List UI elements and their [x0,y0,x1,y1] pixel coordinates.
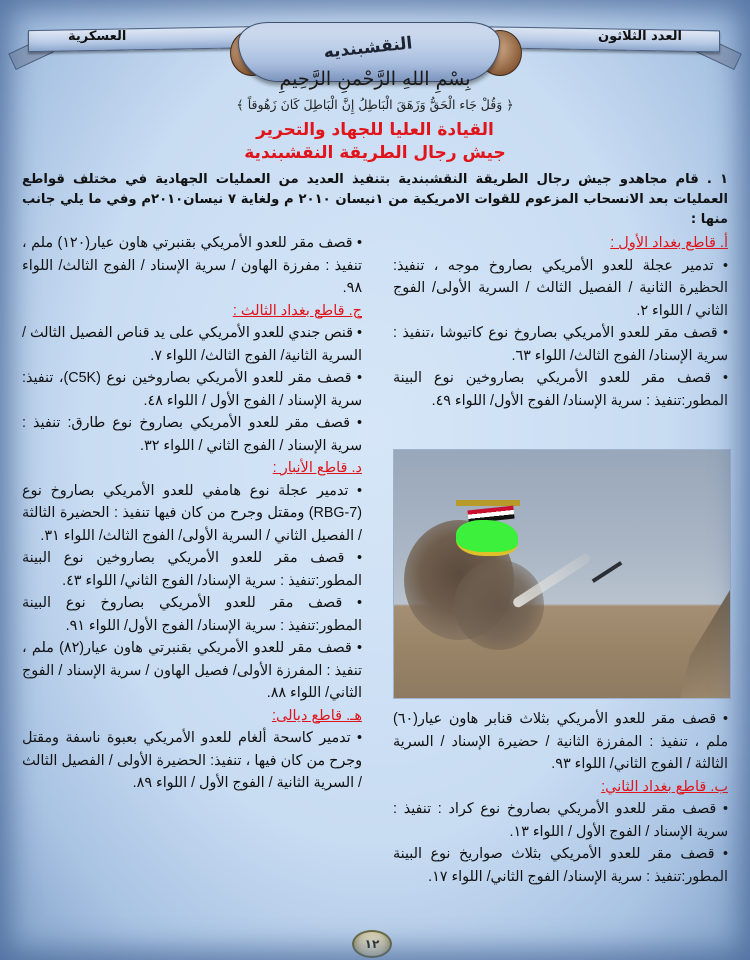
list-item: • قصف مقر للعدو الأمريكي بصاروخين نوع البينة المطور:تنفيذ : سرية الإسناد/ الفوج الأول/ اللواء ٤٩. [393,367,728,412]
army-logo-icon [424,478,494,536]
list-item: • تدمير عجلة للعدو الأمريكي بصاروخ موجه ، تنفيذ: الحظيرة الثانية / الفصيل الثالث / السرية الأولى/ الفوج الثاني / اللواء ٢. [393,255,728,323]
page-number-badge: ١٢ [352,930,392,958]
list-item: • تدمير كاسحة ألغام للعدو الأمريكي بعبوة ناسفة ومقتل وجرح من كان فيها ، تنفيذ: الحضيرة الأولى / الفصيل الثالث / السرية الثانية / الفوج الأول / اللواء ٨٩. [22,727,362,795]
left-column [22,232,362,795]
section-label: العسكرية [68,29,127,44]
list-item: • قصف مقر للعدو الأمريكي بصاروخين نوع (C5K)، تنفيذ: سرية الإسناد / الفوج الأول / اللواء ٤٨. [22,367,362,412]
right-column [393,232,728,412]
section-heading-diyala: هـ. قاطع ديالى: [271,707,362,724]
quran-verse: ﴿ وَقُلْ جَاء الْحَقُّ وَزَهَقَ الْبَاطِلُ إِنَّ الْبَاطِلَ كَانَ زَهُوقاً ﴾ [236,97,514,112]
magazine-title: النقشبنديه [322,33,414,63]
rocket-launch-photo [393,449,731,699]
smoke-cloud [454,560,544,650]
section-heading-baghdad-1: أ. قاطع بغداد الأول : [610,235,728,251]
list-item: • قصف مقر للعدو الأمريكي بصاروخ نوع طارق: تنفيذ : سرية الإسناد / الفوج الثاني / اللواء ٣٢. [22,412,362,457]
list-item: • قصف مقر للعدو الأمريكي بصاروخ نوع كراد : تنفيذ : سرية الإسناد / الفوج الأول / اللواء ١٣. [393,798,728,843]
right-column-bottom [393,708,728,888]
intro-paragraph: ١ . قام مجاهدو جيش رجال الطريقة النقشبندية بتنفيذ العديد من العمليات الجهادية في مختلف قواطع العمليات بعد الانسحاب المزعوم للقوات الامريكية من ١نيسان ٢٠١٠ م ولغاية ٧ نيسان٢٠١٠م وفي ما يلي جانب منها : [22,172,728,227]
rocket-icon [592,561,623,583]
arab-map-icon [456,520,518,556]
list-item: • تدمير عجلة نوع هامفي للعدو الأمريكي بصاروخ نوع (RBG-7) ومقتل وجرح من كان فيها تنفيذ : الحضيرة الثالثة / الفصيل الثاني / السرية الأولى/ الفوج الثالث/ اللواء ٣١. [22,480,362,548]
terrain-ridge [680,590,730,699]
list-item: • قصف مقر للعدو الأمريكي بقنبرتي هاون عيار(٨٢) ملم ، تنفيذ : المفرزة الأولى/ فصيل الهاون / سرية الإسناد / الفوج الثاني/ اللواء ٨٨. [22,637,362,705]
org-title-line2: جيش رجال الطريقة النقشبندية [244,143,506,163]
basmala: بِسْمِ اللهِ الرَّحْمنِ الرَّحِيمِ [279,68,471,90]
section-heading-baghdad-2: ب. قاطع بغداد الثاني: [601,778,728,795]
issue-label: العدد الثلاثون [597,29,682,44]
list-item: • قصف مقر للعدو الأمريكي بثلاث قنابر هاون عيار(٦٠) ملم ، تنفيذ : المفرزة الثانية / حضيرة الإسناد / السرية الثالثة / الفوج الثاني/ اللواء ٩٣. [393,708,728,776]
list-item: • قصف مقر للعدو الأمريكي بثلاث صواريخ نوع البينة المطور:تنفيذ : سرية الإسناد/ الفوج الثاني/ اللواء ١٧. [393,843,728,888]
list-item: • قصف مقر للعدو الأمريكي بقنبرتي هاون عيار(١٢٠) ملم ، تنفيذ : مفرزة الهاون / سرية الإسناد / الفوج الثالث/ اللواء ٩٨. [22,232,362,300]
list-item: • قصف مقر للعدو الأمريكي بصاروخين نوع البينة المطور:تنفيذ : سرية الإسناد/ الفوج الثاني/ اللواء ٤٣. [22,547,362,592]
list-item: • قصف مقر للعدو الأمريكي بصاروخ نوع البينة المطور:تنفيذ : سرية الإسناد/ الفوج الأول/ اللواء ٩١. [22,592,362,637]
section-heading-baghdad-3: ج. قاطع بغداد الثالث : [232,302,362,319]
org-title-line1: القيادة العليا للجهاد والتحرير [256,120,494,140]
list-item: • قصف مقر للعدو الأمريكي بصاروخ نوع كاتيوشا ،تنفيذ : سرية الإسناد/ الفوج الثالث/ اللواء ٦٣. [393,322,728,367]
section-heading-anbar: د. قاطع الأنبار : [272,460,362,476]
list-item: • قنص جندي للعدو الأمريكي على يد قناص الفصيل الثالث / السرية الثانية/ الفوج الثالث/ اللواء ٧. [22,322,362,367]
